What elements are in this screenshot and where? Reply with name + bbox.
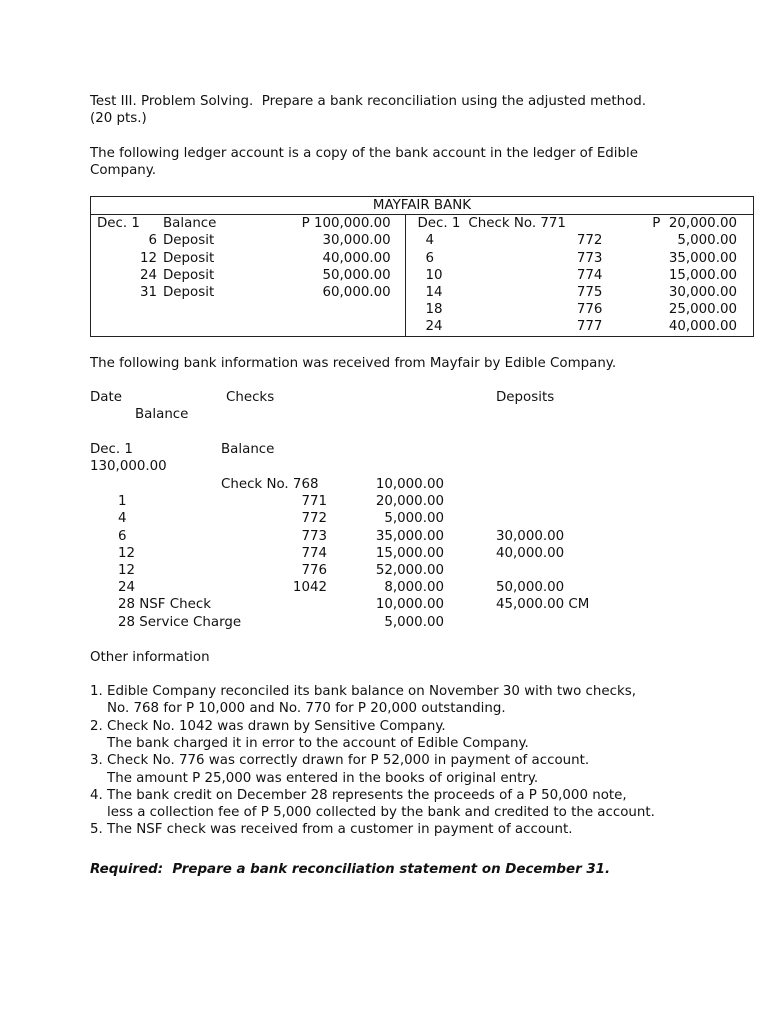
ledger-table [90,196,754,337]
other-info-line: The amount P 25,000 was entered in the books of original entry. [90,770,539,786]
ledger-spacer [405,318,417,336]
ledger-debit-day: 12 [139,250,157,266]
other-info-line: No. 768 for P 10,000 and No. 770 for P 20,000 outstanding. [90,701,506,717]
bank-row-amount: 35,000.00 [375,528,444,544]
bank-row-deposit: 40,000.00 [496,545,565,561]
bank-row-check: 1042 [292,580,327,596]
other-info-line: 2. Check No. 1042 was drawn by Sensitive Company. [90,718,446,734]
ledger-credit-desc [468,267,566,284]
ledger-row [91,250,754,267]
bank-row-date: 28 NSF Check [118,597,211,613]
ledger-debit-day [140,318,161,336]
ledger-debit-amount: 60,000.00 [256,284,406,301]
ledger-credit-desc [468,284,566,301]
ledger-title: MAYFAIR BANK [91,197,754,215]
other-info-line: 4. The bank credit on December 28 represents the proceeds of a P 50,000 note, [90,787,627,803]
ledger-credit-desc [468,301,566,318]
bank-row-date: 12 [118,545,136,561]
bank-row-deposit: 45,000.00 CM [496,597,590,613]
ledger-credit-date: 10 [425,267,443,283]
ledger-credit-date: Dec. 1 [417,216,461,232]
ledger-spacer [405,267,417,284]
ledger-debit-month: Dec. 1 [97,216,140,232]
ledger-intro-cont: Company. [90,163,157,178]
ledger-debit-day [140,301,161,318]
ledger-row [91,232,754,249]
ledger-row [91,267,754,284]
col-deposits-header: Deposits [496,390,555,405]
opening-balance: 130,000.00 [90,459,167,474]
bank-row-date: 6 [118,528,127,544]
ledger-row [91,318,754,336]
ledger-spacer [405,232,417,249]
ledger-debit-month [91,267,140,284]
ledger-debit-desc: Deposit [163,250,215,266]
ledger-debit-amount: 50,000.00 [256,267,406,284]
bank-row-deposit: 50,000.00 [496,580,565,596]
bank-row-amount: 20,000.00 [375,494,444,510]
opening-label: Balance [221,442,275,457]
ledger-spacer [405,215,417,233]
bank-row-check: 776 [301,563,327,578]
ledger-row [91,284,754,301]
required-statement: Required: Prepare a bank reconciliation statement on December 31. [90,862,611,877]
bank-row-amount: 8,000.00 [384,580,444,596]
bank-row-check: 772 [301,511,327,527]
ledger-debit-desc [161,301,256,318]
other-info-line: less a collection fee of P 5,000 collected by the bank and credited to the account. [90,805,655,821]
ledger-debit-month [91,284,140,301]
bank-row-deposit: 30,000.00 [496,528,565,544]
ledger-credit-amount: 40,000.00 [668,319,737,335]
ledger-debit-desc: Deposit [163,233,215,249]
bank-row-amount: 52,000.00 [375,563,444,578]
ledger-debit-amount [256,301,406,318]
bank-row-amount: 5,000.00 [384,614,444,630]
ledger-spacer [405,250,417,267]
ledger-spacer [405,284,417,301]
ledger-debit-day: 31 [139,285,157,301]
ledger-row [91,301,754,318]
ledger-debit-amount: 30,000.00 [256,232,406,249]
ledger-credit-desc [468,232,566,249]
ledger-debit-amount [256,318,406,336]
ledger-credit-check: 774 [576,267,603,283]
ledger-credit-date: 4 [425,233,435,249]
problem-heading: Test III. Problem Solving. Prepare a bank reconciliation using the adjusted method. [90,94,647,109]
col-checks-header: Checks [226,390,275,405]
bank-row-check: 771 [301,494,327,510]
bank-info-heading: The following bank information was received from Mayfair by Edible Company. [90,356,617,371]
bank-row-date: 1 [118,494,127,510]
opening-date: Dec. 1 [90,442,133,457]
ledger-credit-check: 776 [576,302,603,318]
ledger-credit-check [566,215,602,233]
ledger-credit-date: 14 [425,285,443,301]
other-info-line: 3. Check No. 776 was correctly drawn for P 52,000 in payment of account. [90,753,590,769]
bank-row-amount: 10,000.00 [375,477,444,492]
col-balance-header: Balance [135,407,189,422]
ledger-spacer [405,301,417,318]
ledger-debit-month [91,250,140,267]
bank-row-check: 773 [301,528,327,544]
ledger-credit-amount: 15,000.00 [668,267,737,283]
ledger-credit-desc [468,318,566,336]
ledger-debit-month [91,318,140,336]
ledger-credit-desc [468,250,566,267]
col-date-header: Date [90,390,123,405]
ledger-intro: The following ledger account is a copy of the bank account in the ledger of Edible [90,146,638,161]
bank-row-date: 24 [118,580,136,596]
bank-row-amount: 10,000.00 [375,597,444,613]
points-label: (20 pts.) [90,111,147,126]
ledger-credit-check: 777 [576,319,603,335]
ledger-debit-desc: Deposit [163,285,215,301]
ledger-credit-amount: 35,000.00 [668,250,737,266]
bank-row-date: 12 [118,563,136,578]
ledger-debit-day: 24 [139,267,157,283]
ledger-debit-day: 6 [148,233,157,249]
other-info-line: 5. The NSF check was received from a customer in payment of account. [90,822,573,838]
ledger-credit-check: 775 [576,285,603,301]
ledger-credit-amount: P 20,000.00 [652,216,737,232]
bank-row-label: Check No. 768 [221,477,319,492]
ledger-debit-desc: Deposit [163,267,215,283]
ledger-row [91,215,754,233]
bank-row-date: 4 [118,511,127,527]
ledger-credit-amount: 25,000.00 [668,302,737,318]
bank-row-amount: 15,000.00 [375,545,444,561]
ledger-debit-month [91,232,140,249]
bank-row-date: 28 Service Charge [118,614,242,630]
ledger-credit-check: 772 [576,233,603,249]
ledger-credit-desc: Check No. 771 [468,216,566,232]
other-info-heading: Other information [90,650,210,665]
ledger-debit-amount: 40,000.00 [256,250,406,267]
ledger-credit-check: 773 [576,250,603,266]
ledger-credit-date: 18 [425,302,443,318]
ledger-debit-day [140,215,161,233]
other-info-line: 1. Edible Company reconciled its bank balance on November 30 with two checks, [90,684,636,699]
ledger-credit-date: 24 [425,319,443,335]
ledger-debit-month [91,301,140,318]
ledger-credit-date: 6 [425,250,435,266]
ledger-debit-desc [161,318,256,336]
other-info-line: The bank charged it in error to the account of Edible Company. [90,735,529,751]
ledger-credit-amount: 30,000.00 [668,285,737,301]
bank-row-amount: 5,000.00 [384,511,444,527]
bank-row-check: 774 [301,545,327,561]
ledger-debit-amount: P 100,000.00 [256,215,406,233]
ledger-debit-desc: Balance [163,216,217,232]
ledger-credit-amount: 5,000.00 [677,233,737,249]
